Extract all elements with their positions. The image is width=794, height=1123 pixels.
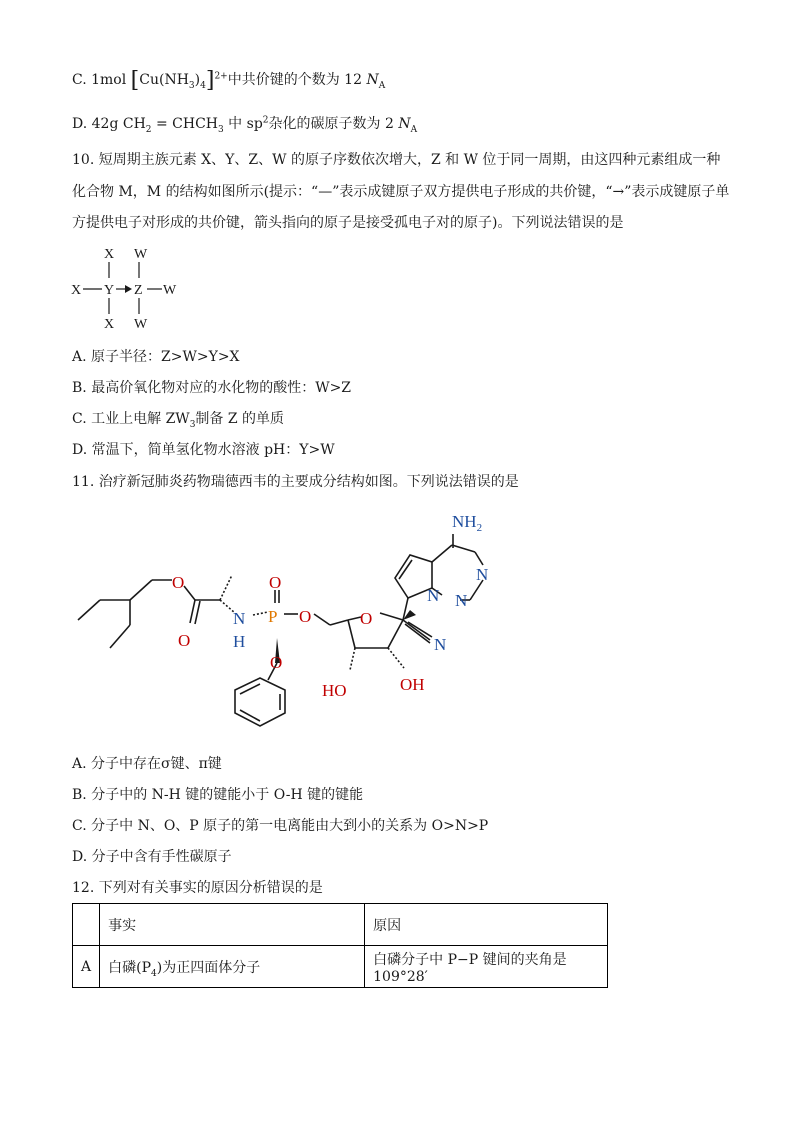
atom-w-top: W xyxy=(134,247,148,262)
table-row xyxy=(73,946,608,988)
q10-stem-line2: 化合物 M，M 的结构如图所示(提示：“—”表示成键原子双方提供电子形成的共价键，“→”表示成键原子单 xyxy=(72,184,730,200)
q10-option-b: B. 最高价氧化物对应的水化物的酸性：W>Z xyxy=(72,380,352,396)
q10-stem-line3: 方提供电子对形成的共价键，箭头指向的原子是接受孤电子对的原子)。下列说法错误的是 xyxy=(72,215,624,231)
label-o-ring: O xyxy=(360,609,373,628)
label-nh2: $NH_2$ xyxy=(452,512,483,534)
remdesivir-structure xyxy=(70,500,510,740)
q11-option-c: C. 分子中 N、O、P 原子的第一电离能由大到小的关系为 O>N>P xyxy=(72,818,489,834)
label-o-carbonyl: O xyxy=(178,631,191,650)
label-h: H xyxy=(233,632,246,651)
q9-option-d: D. 42g $CH_2$ = $CHCH_3$ 中 $sp^2$杂化的碳原子数为 2 $N_A$ xyxy=(72,115,418,135)
label-o-p-right: O xyxy=(299,607,312,626)
table-row-fact: 白磷$(P_4)$为正四面体分子 xyxy=(100,946,365,988)
label-o-p-bottom: O xyxy=(270,653,283,672)
atom-z: Z xyxy=(134,283,143,298)
atom-w-right: W xyxy=(163,283,177,298)
table-header-row xyxy=(73,904,608,946)
q10-structure-diagram xyxy=(66,240,196,335)
label-n-ring3: N xyxy=(455,591,468,610)
table-header-fact: 事实 xyxy=(100,904,365,946)
label-n-ring2: N xyxy=(427,586,440,605)
q10-stem-line1: 10. 短周期主族元素 X、Y、Z、W 的原子序数依次增大，Z 和 W 位于同一周期，由这四种元素组成一种 xyxy=(72,152,721,168)
table-row-label: A xyxy=(73,946,100,988)
atom-w-bottom: W xyxy=(134,317,148,332)
table-header-label xyxy=(73,904,100,946)
q11-option-d: D. 分子中含有手性碳原子 xyxy=(72,849,232,865)
q10-option-d: D. 常温下，简单氢化物水溶液 pH：Y>W xyxy=(72,442,335,458)
q9-option-c: C. 1mol $[Cu(NH_3)_4]^{2+}$中共价键的个数为 12 $N_A$ xyxy=(72,68,386,93)
label-ho: HO xyxy=(322,681,347,700)
atom-y: Y xyxy=(104,283,115,298)
atom-x-bottom: X xyxy=(104,317,115,332)
label-p: P xyxy=(268,607,278,626)
q10-option-a: A. 原子半径：Z>W>Y>X xyxy=(72,349,240,365)
label-o-p-top: O xyxy=(269,573,282,592)
atom-x-top: X xyxy=(104,247,115,262)
table-row-reason: 白磷分子中 P−P 键间的夹角是 109°28′ xyxy=(365,946,608,988)
label-n: N xyxy=(233,609,246,628)
q11-option-a: A. 分子中存在σ键、π键 xyxy=(72,756,222,772)
q12-stem: 12. 下列对有关事实的原因分析错误的是 xyxy=(72,880,323,896)
table-header-reason: 原因 xyxy=(365,904,608,946)
label-n-ring1: N xyxy=(476,565,489,584)
q11-option-b: B. 分子中的 N-H 键的键能小于 O-H 键的键能 xyxy=(72,787,364,803)
q12-table xyxy=(72,903,608,988)
q10-option-c: C. 工业上电解 $ZW_3$制备 Z 的单质 xyxy=(72,411,285,430)
q11-stem: 11. 治疗新冠肺炎药物瑞德西韦的主要成分结构如图。下列说法错误的是 xyxy=(72,474,519,490)
label-oh: OH xyxy=(400,675,425,694)
label-n-nitrile: N xyxy=(434,635,447,654)
atom-x-left: X xyxy=(71,283,82,298)
label-o-ester: O xyxy=(172,573,185,592)
dative-arrow-head xyxy=(125,285,132,293)
